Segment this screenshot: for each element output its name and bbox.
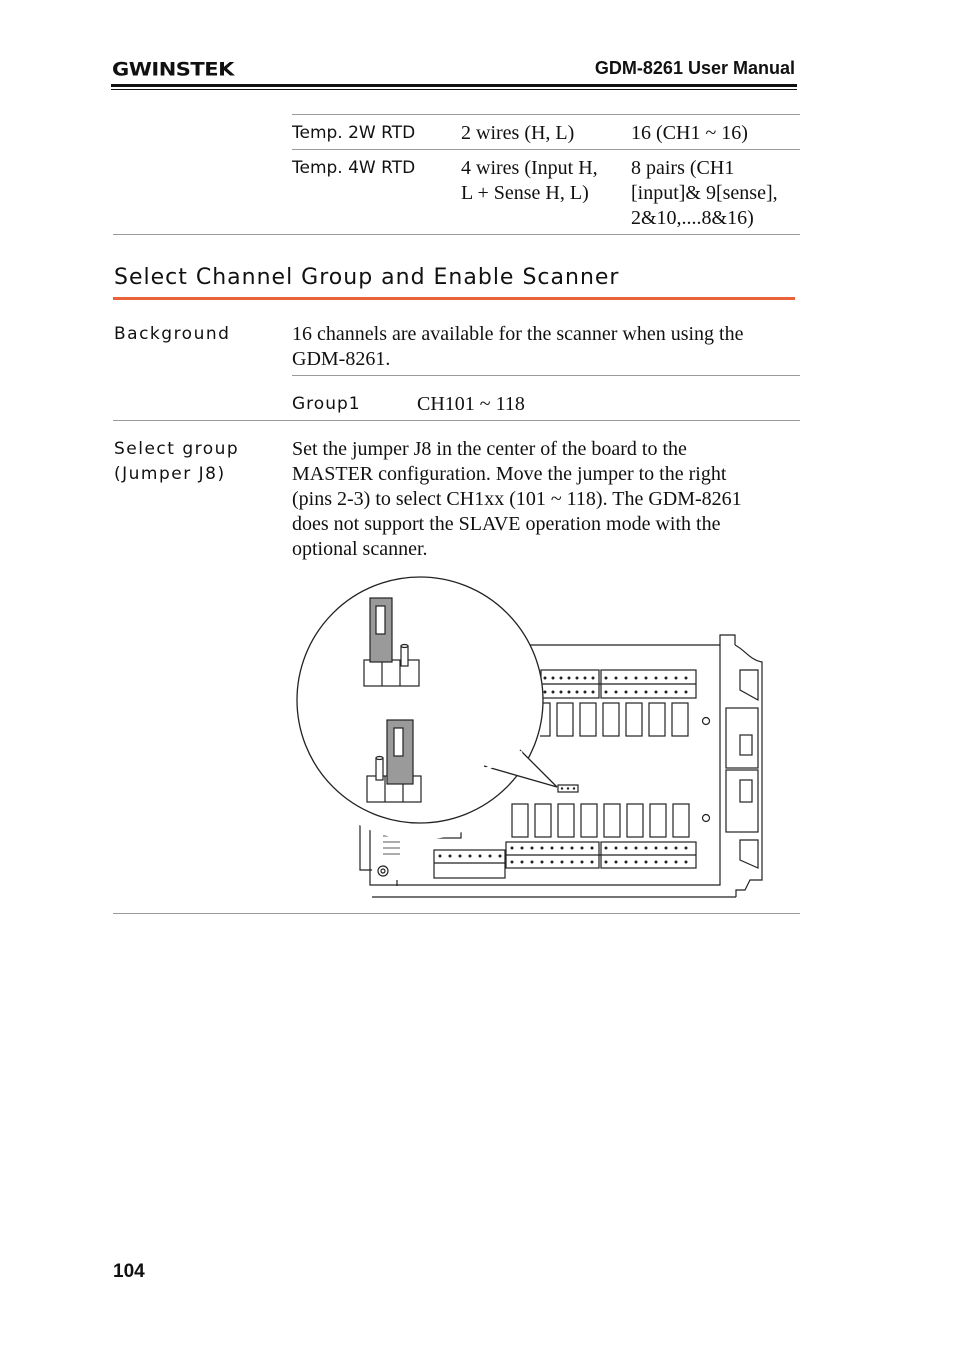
group-label: Group1 bbox=[292, 394, 361, 414]
section-rule bbox=[113, 297, 795, 300]
background-text: GDM-8261. bbox=[292, 348, 391, 370]
table-rule-bottom bbox=[113, 234, 800, 235]
select-group-text: Set the jumper J8 in the center of the board to the bbox=[292, 438, 687, 460]
select-group-label: (Jumper J8) bbox=[114, 464, 226, 484]
table-cell-wires: 2 wires (H, L) bbox=[461, 122, 575, 144]
select-group-text: does not support the SLAVE operation mode with the bbox=[292, 513, 721, 535]
section-title: Select Channel Group and Enable Scanner bbox=[114, 265, 620, 290]
scanner-board-illustration bbox=[290, 570, 780, 900]
table-cell-function: Temp. 4W RTD bbox=[292, 158, 416, 178]
table-cell-wires: 4 wires (Input H, bbox=[461, 157, 598, 179]
background-rule bbox=[292, 375, 800, 376]
page-number: 104 bbox=[113, 1261, 145, 1282]
table-rule-top bbox=[292, 114, 800, 115]
select-group-text: MASTER configuration. Move the jumper to the right bbox=[292, 463, 727, 485]
background-rule-bottom bbox=[113, 420, 800, 421]
table-cell-channels: 8 pairs (CH1 bbox=[631, 157, 735, 179]
gwinstek-logo: GWINSTEK bbox=[112, 58, 234, 80]
table-cell-function: Temp. 2W RTD bbox=[292, 123, 416, 143]
section-end-rule bbox=[113, 913, 800, 914]
select-group-text: (pins 2-3) to select CH1xx (101 ~ 118). The GDM-8261 bbox=[292, 488, 742, 510]
background-label: Background bbox=[114, 324, 231, 344]
table-rule-mid bbox=[292, 149, 800, 150]
manual-title: GDM-8261 User Manual bbox=[594, 58, 795, 78]
select-group-label: Select group bbox=[114, 439, 240, 459]
table-cell-wires: L + Sense H, L) bbox=[461, 182, 589, 204]
table-cell-channels: [input]& 9[sense], bbox=[631, 182, 778, 204]
header-rule bbox=[111, 84, 797, 87]
select-group-text: optional scanner. bbox=[292, 538, 428, 560]
background-text: 16 channels are available for the scanner when using the bbox=[292, 323, 744, 345]
header-rule-thin bbox=[111, 89, 797, 90]
table-cell-channels: 2&10,....8&16) bbox=[631, 207, 754, 229]
table-cell-channels: 16 (CH1 ~ 16) bbox=[631, 122, 748, 144]
group-value: CH101 ~ 118 bbox=[417, 393, 525, 415]
